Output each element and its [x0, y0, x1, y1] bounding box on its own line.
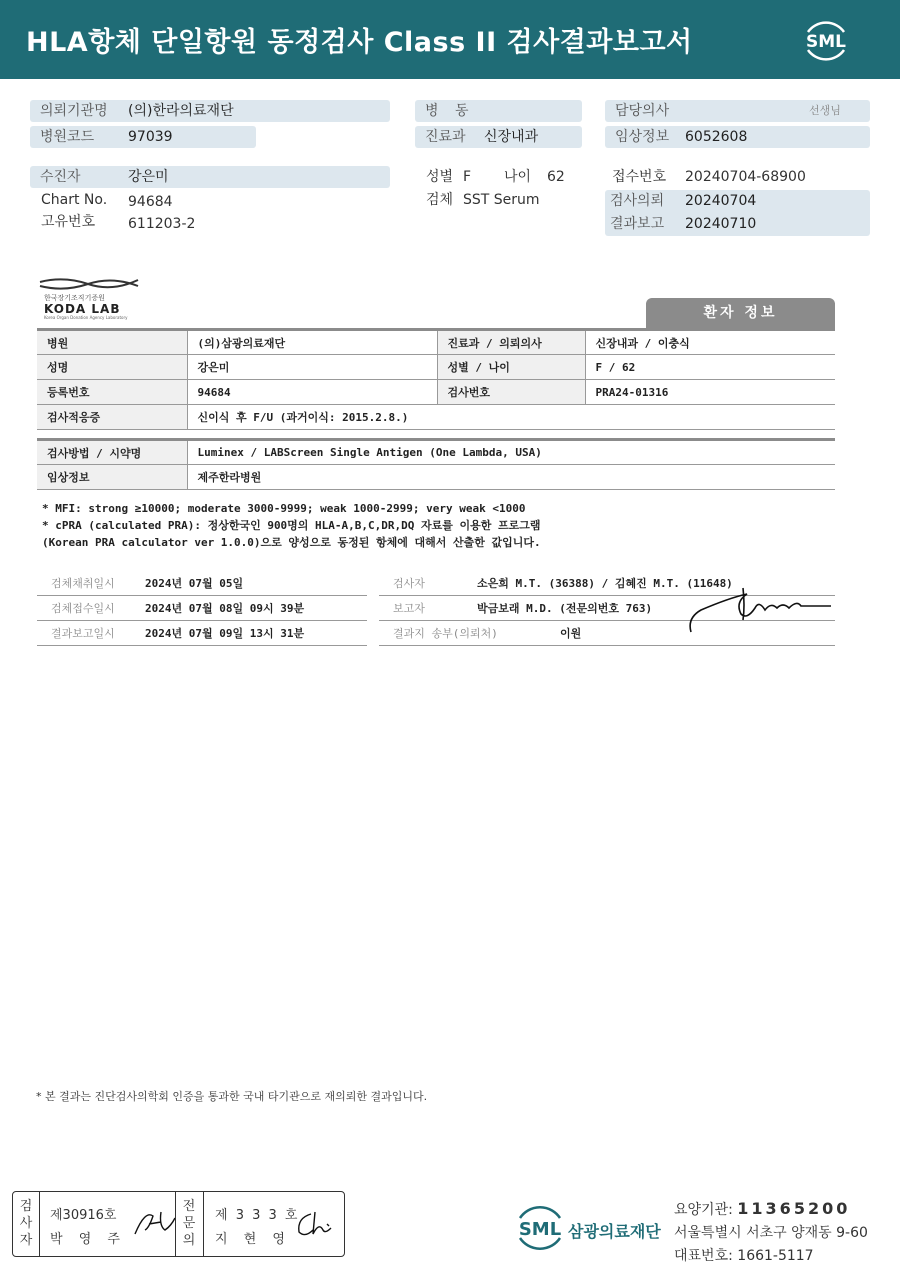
tester-signature-icon: [131, 1206, 179, 1240]
reporter-label: 보고자: [393, 602, 425, 615]
sex-value: F: [463, 169, 472, 185]
table-row: [37, 355, 835, 380]
tester-value: 소은희 M.T. (36388) / 김혜진 M.T. (11648): [477, 577, 733, 590]
stamp-tester-no: 제30916호: [50, 1208, 117, 1223]
doctor-row: [605, 100, 870, 122]
report-date-value: 20240710: [685, 216, 757, 232]
hospital-code-value: 97039: [128, 129, 173, 145]
clinical-info-value: 6052608: [685, 129, 748, 145]
accept-value: 2024년 07월 08일 09시 39분: [145, 602, 305, 615]
ward-label: 병 동: [425, 103, 475, 119]
dept-row: [415, 126, 582, 148]
receipt-label: 접수번호: [612, 169, 667, 185]
table-cell: PRA24-01316: [585, 380, 835, 405]
reporter-signature-icon: [685, 580, 835, 638]
sent-value: 이원: [560, 627, 582, 640]
hospital-code-label: 병원코드: [40, 129, 95, 145]
method-table: [37, 438, 835, 490]
chart-label: Chart No.: [41, 192, 108, 208]
patient-row: [30, 166, 390, 188]
specimen-label: 검체: [426, 192, 454, 208]
table-header-cell: 검사번호: [437, 380, 585, 405]
indication-value: 신이식 후 F/U (과거이식: 2015.2.8.): [187, 405, 835, 430]
table-cell: (의)삼광의료재단: [187, 330, 437, 355]
reporter-value: 박금보래 M.D. (전문의번호 763): [477, 602, 653, 615]
address: 서울특별시 서초구 양재동 9-60: [674, 1225, 868, 1241]
patient-info-tab: 환자 정보: [646, 298, 835, 328]
result-value: 2024년 07월 09일 13시 31분: [145, 627, 305, 640]
sex-label: 성별: [426, 169, 454, 185]
phone: 대표번호: 1661-5117: [674, 1248, 814, 1264]
request-label: 검사의뢰: [610, 193, 665, 209]
table-header-cell: 등록번호: [37, 380, 187, 405]
report-date-label: 결과보고: [610, 216, 665, 232]
sml-logo-icon: [800, 14, 852, 66]
method-label: 검사방법 / 시약명: [37, 440, 187, 465]
sml-logo-text: SML: [806, 32, 846, 52]
sml-footer-logo-icon: [510, 1200, 570, 1256]
age-value: 62: [547, 169, 565, 185]
report-title: HLA항체 단일항원 동정검사 Class II 검사결과보고서: [26, 27, 693, 58]
receipt-value: 20240704-68900: [685, 169, 806, 185]
certification-stamp: [12, 1191, 345, 1257]
chart-value: 94684: [128, 194, 173, 210]
report-header: [0, 0, 900, 79]
accept-row: [37, 596, 367, 621]
stamp-specialist-name: 지 현 영: [215, 1232, 291, 1247]
sent-label: 결과지 송부(의뢰처): [393, 627, 498, 640]
stamp-specialist-vertical: 전 문 의: [182, 1199, 196, 1248]
stamp-specialist-no: 제 3 3 3 호: [215, 1208, 300, 1223]
table-header-cell: 성별 / 나이: [437, 355, 585, 380]
report-clinical-value: 제주한라병원: [187, 465, 835, 490]
ward-row: [415, 100, 582, 122]
table-row: [37, 405, 835, 430]
hospital-code-row: [30, 126, 256, 148]
footnote: * 본 결과는 진단검사의학회 인증을 통과한 국내 타기관으로 재의뢰한 결과입니다.: [36, 1090, 428, 1103]
request-value: 20240704: [685, 193, 757, 209]
koda-lab-name: KODA LAB: [44, 302, 121, 316]
indication-label: 검사적응증: [37, 405, 187, 430]
table-row: [37, 440, 835, 465]
koda-lab-korean: 한국장기조직기증원: [44, 294, 105, 302]
sml-footer-logo-text: SML: [518, 1219, 562, 1240]
report-notes: [42, 500, 541, 551]
table-header-cell: 진료과 / 의뢰의사: [437, 330, 585, 355]
stamp-tester-vertical: 검 사 자: [19, 1199, 33, 1248]
report-clinical-label: 임상정보: [37, 465, 187, 490]
specialist-signature-icon: [293, 1208, 337, 1242]
patient-info-table: [37, 328, 835, 430]
collect-row: [37, 571, 367, 596]
table-header-cell: 성명: [37, 355, 187, 380]
note-line: * cPRA (calculated PRA): 정상한국인 900명의 HLA-A,B,C,DR,DQ 자료를 이용한 프로그램: [42, 519, 541, 532]
patient-value: 강은미: [128, 169, 169, 185]
clinical-info-label: 임상정보: [615, 129, 670, 145]
table-cell: F / 62: [585, 355, 835, 380]
table-header-cell: 병원: [37, 330, 187, 355]
collect-label: 검체채취일시: [51, 577, 115, 590]
doctor-label: 담당의사: [615, 103, 670, 119]
clinical-info-row: [605, 126, 870, 148]
age-label: 나이: [504, 169, 532, 185]
dept-value: 신장내과: [484, 129, 539, 145]
accept-label: 검체접수일시: [51, 602, 115, 615]
requester-label: 의뢰기관명: [40, 103, 108, 119]
institution-code: 요양기관: 11365200: [674, 1199, 851, 1218]
table-row: [37, 330, 835, 355]
note-line: (Korean PRA calculator ver 1.0.0)으로 양성으로 동정된 항체에 대해서 산출한 값입니다.: [42, 536, 541, 549]
org-name: 삼광의료재단: [568, 1222, 661, 1241]
result-label: 결과보고일시: [51, 627, 115, 640]
dept-label: 진료과: [425, 129, 466, 145]
result-row: [37, 621, 367, 646]
stamp-tester-name: 박 영 주: [50, 1232, 126, 1247]
method-value: Luminex / LABScreen Single Antigen (One Lambda, USA): [187, 440, 835, 465]
doctor-suffix: 선생님: [809, 104, 841, 117]
table-cell: 강은미: [187, 355, 437, 380]
table-cell: 신장내과 / 이충식: [585, 330, 835, 355]
unique-label: 고유번호: [41, 214, 96, 230]
patient-label: 수진자: [40, 169, 81, 185]
collect-value: 2024년 07월 05일: [145, 577, 244, 590]
tester-label: 검사자: [393, 577, 425, 590]
specimen-value: SST Serum: [463, 192, 540, 208]
unique-value: 611203-2: [128, 216, 196, 232]
note-line: * MFI: strong ≥10000; moderate 3000-9999; weak 1000-2999; very weak <1000: [42, 502, 526, 515]
requester-row: [30, 100, 390, 122]
table-row: [37, 380, 835, 405]
table-row: [37, 465, 835, 490]
table-cell: 94684: [187, 380, 437, 405]
koda-lab-sub: Korea Organ Donation Agency Laboratory: [44, 315, 128, 320]
dates-block: [605, 190, 870, 236]
requester-value: (의)한라의료재단: [128, 103, 234, 119]
